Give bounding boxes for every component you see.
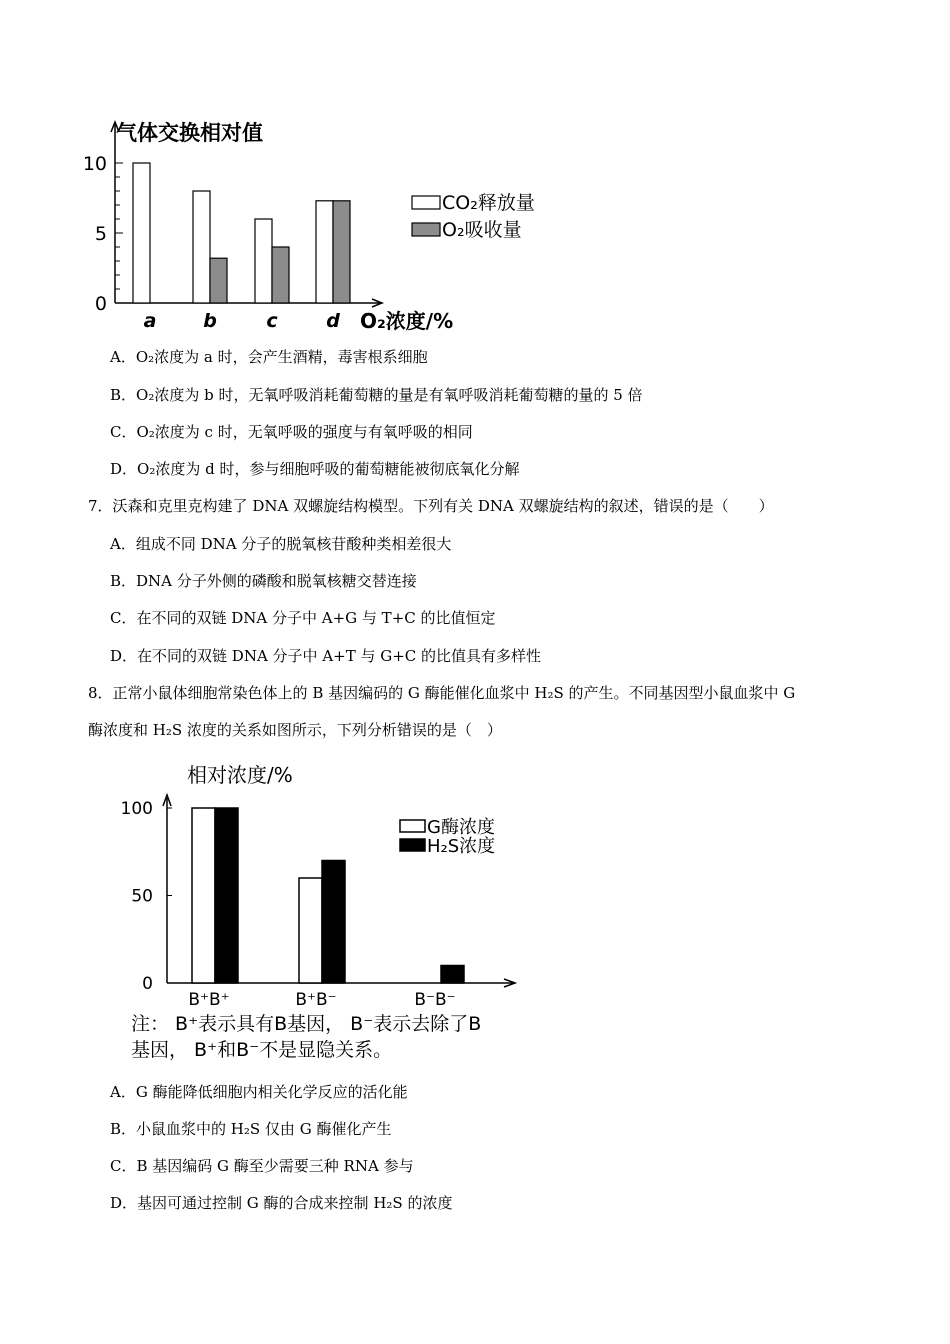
chart1-xlabel: O₂浓度/% — [360, 309, 454, 333]
q6-option-a: A．O₂浓度为 a 时，会产生酒精，毒害根系细胞 — [110, 348, 428, 366]
g-enzyme-chart — [95, 760, 615, 1065]
chart1-bar — [193, 191, 210, 303]
q7-option-b: B．DNA 分子外侧的磷酸和脱氧核糖交替连接 — [110, 572, 417, 590]
chart2-legend-swatch — [400, 820, 425, 832]
q8-option-c: C．B 基因编码 G 酶至少需要三种 RNA 参与 — [110, 1157, 414, 1175]
q8-stem-line2: 酶浓度和 H₂S 浓度的关系如图所示，下列分析错误的是（ ） — [88, 721, 502, 739]
chart1-bar — [133, 163, 150, 303]
chart1-y-tick-label: 0 — [94, 293, 107, 315]
gas-exchange-chart — [80, 110, 535, 340]
chart2-y-tick-labels — [121, 799, 153, 994]
chart1-bar — [333, 201, 350, 303]
chart1-y-tick-label: 10 — [82, 153, 107, 175]
chart1-bar — [210, 258, 227, 303]
chart2-bar — [441, 966, 464, 984]
chart2-x-tick-labels — [188, 990, 455, 1010]
q6-option-b: B．O₂浓度为 b 时，无氧呼吸消耗葡萄糖的量是有氧呼吸消耗葡萄糖的量的 5 倍 — [110, 386, 643, 404]
chart1-x-tick-label: b — [203, 310, 217, 332]
chart2-y-tick-label: 0 — [142, 974, 153, 994]
q6-option-c: C．O₂浓度为 c 时，无氧呼吸的强度与有氧呼吸的相同 — [110, 423, 473, 441]
q8-option-b: B．小鼠血浆中的 H₂S 仅由 G 酶催化产生 — [110, 1120, 392, 1138]
chart2-bar — [215, 808, 238, 983]
q6-option-d: D．O₂浓度为 d 时，参与细胞呼吸的葡萄糖能被彻底氧化分解 — [110, 460, 520, 478]
q8-option-a: A．G 酶能降低细胞内相关化学反应的活化能 — [110, 1083, 408, 1101]
chart2-note-line1: 注： B⁺表示具有B基因， B⁻表示去除了B — [131, 1013, 482, 1035]
chart1-legend-swatch — [412, 223, 440, 236]
chart1-x-tick-label: a — [143, 310, 157, 332]
q7-option-c: C．在不同的双链 DNA 分子中 A+G 与 T+C 的比值恒定 — [110, 609, 496, 627]
chart2-legend-label: H₂S浓度 — [427, 836, 496, 857]
chart2-x-tick-label: B⁺B⁺ — [188, 990, 230, 1010]
chart1-ylabel: 气体交换相对值 — [116, 121, 263, 145]
chart2-legend — [400, 817, 495, 857]
chart1-legend-label: O₂吸收量 — [442, 219, 522, 241]
chart2-legend-label: G酶浓度 — [427, 817, 495, 838]
chart2-legend-swatch — [400, 839, 425, 851]
chart1-legend-label: CO₂释放量 — [442, 192, 535, 214]
chart2-y-tick-label: 50 — [131, 886, 153, 907]
chart2-ylabel: 相对浓度/% — [187, 763, 293, 787]
chart1-y-tick-label: 5 — [94, 223, 107, 245]
chart1-bar — [272, 247, 289, 303]
chart1-bar — [255, 219, 272, 303]
chart1-legend-swatch — [412, 196, 440, 209]
chart2-bars — [192, 808, 464, 983]
q7-stem: 7．沃森和克里克构建了 DNA 双螺旋结构模型。下列有关 DNA 双螺旋结构的叙述，错误的是（ ） — [88, 497, 774, 515]
chart2-bar — [299, 878, 322, 983]
chart1-y-tick-labels — [83, 153, 107, 315]
chart2-bar — [192, 808, 215, 983]
chart2-bar — [322, 861, 345, 984]
q8-option-d: D．基因可通过控制 G 酶的合成来控制 H₂S 的浓度 — [110, 1194, 453, 1212]
chart2-x-tick-label: B⁺B⁻ — [295, 990, 337, 1010]
chart1-x-tick-label: c — [266, 310, 278, 332]
q7-option-d: D．在不同的双链 DNA 分子中 A+T 与 G+C 的比值具有多样性 — [110, 647, 542, 665]
chart1-bars — [133, 163, 350, 303]
chart1-x-tick-label: d — [326, 310, 340, 332]
chart1-legend — [412, 192, 535, 241]
chart1-bar — [316, 201, 333, 303]
q8-stem-line1: 8．正常小鼠体细胞常染色体上的 B 基因编码的 G 酶能催化血浆中 H₂S 的产生。不同基因型小鼠血浆中 G — [88, 684, 796, 702]
chart2-note-line2: 基因， B⁺和B⁻不是显隐关系。 — [131, 1039, 393, 1061]
chart2-x-tick-label: B⁻B⁻ — [414, 990, 456, 1010]
chart1-x-tick-labels — [144, 310, 341, 332]
chart2-y-tick-label: 100 — [120, 799, 153, 819]
q7-option-a: A．组成不同 DNA 分子的脱氧核苷酸种类相差很大 — [110, 535, 452, 553]
